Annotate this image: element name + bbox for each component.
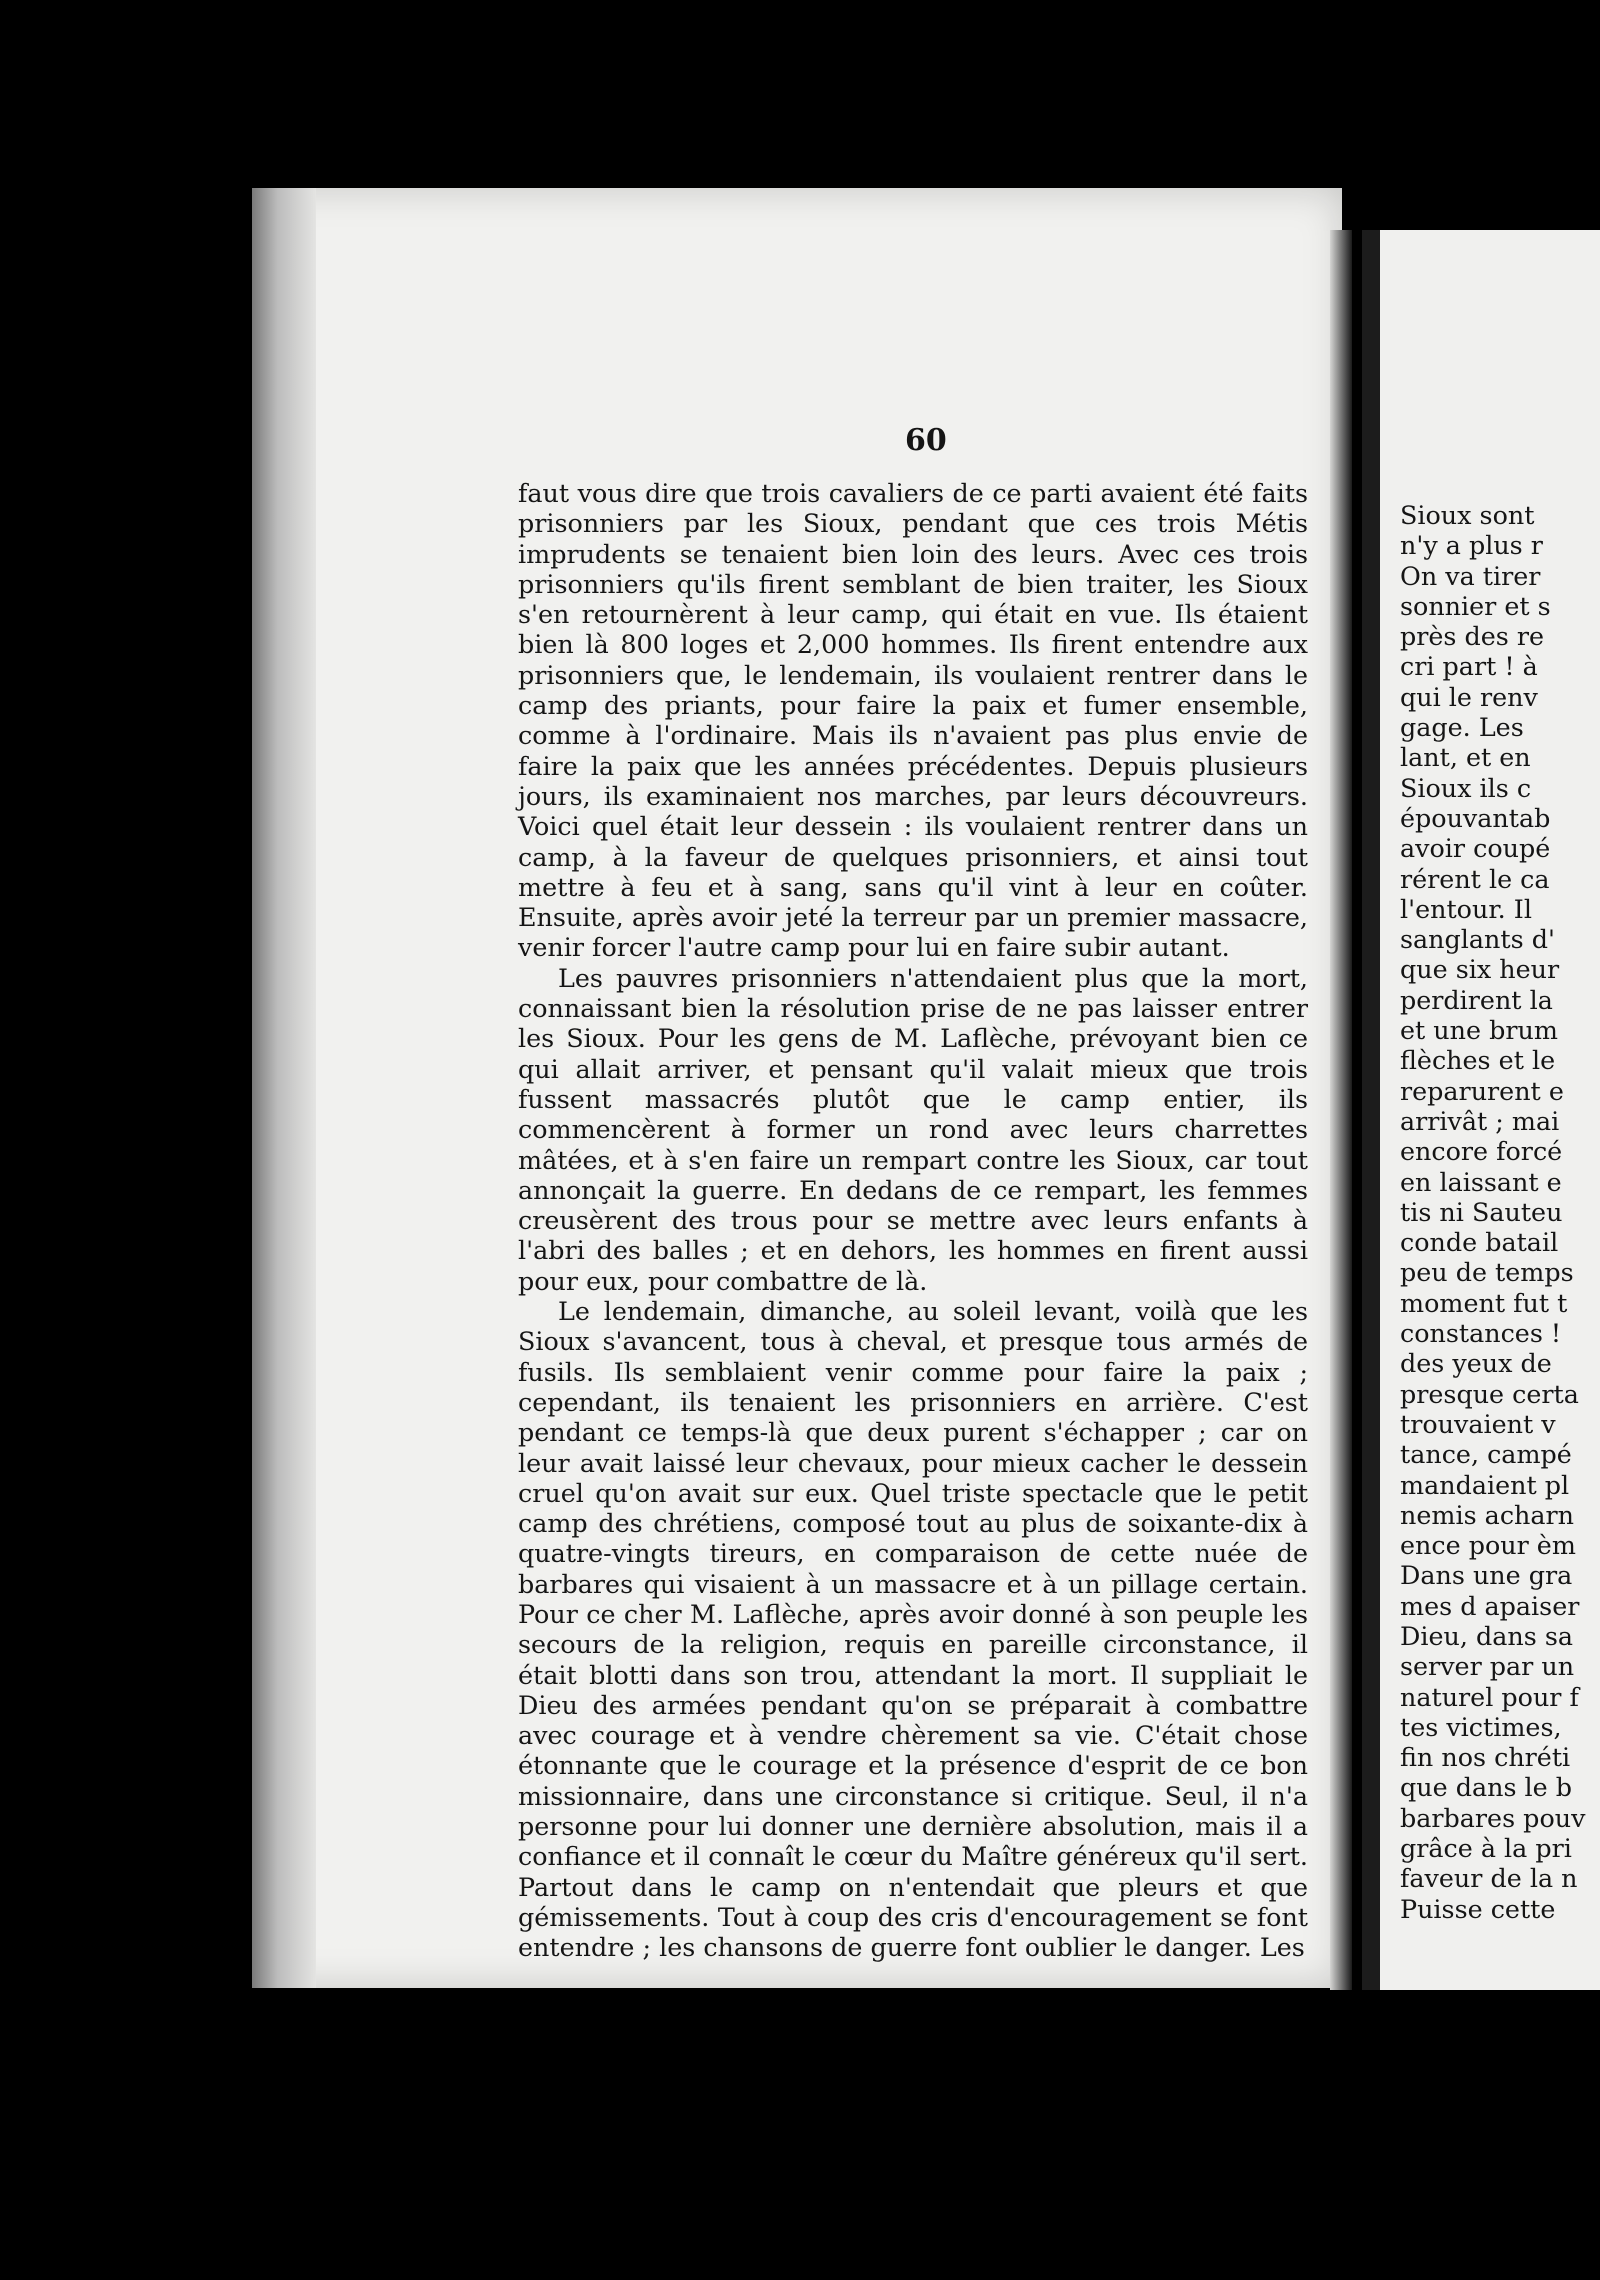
right-page-line: n'y a plus r [1400, 530, 1543, 561]
paragraph: faut vous dire que trois cavaliers de ce parti avaient été faits prisonniers par les Sioux, pendant que ces trois Métis imprudents se tenaient bien loin des leurs. Avec ces trois prisonniers qu'ils firent semblant de bien traiter, les Sioux s'en retournèrent à leur camp, qui était en vue. Ils étaient bien là 800 loges et 2,000 hommes. Ils firent entendre aux prisonniers que, le lendemain, ils voulaient rentrer dans le camp des priants, pour faire la paix et fumer ensemble, comme à l'ordinaire. Mais ils n'avaient pas plus envie de faire la paix que les années précédentes. Depuis plusieurs jours, ils examinaient nos marches, par leurs découvreurs. Voici quel était leur dessein : ils voulaient rentrer dans un camp, à la faveur de quelques prisonniers, et ainsi tout mettre à feu et à sang, sans qu'il vint à leur en coûter. Ensuite, après avoir jeté la terreur par un premier massacre, venir forcer l'autre camp pour lui en faire subir autant. [518, 478, 1308, 963]
right-page-line: lant, et en [1400, 742, 1531, 773]
right-page-line: en laissant e [1400, 1166, 1562, 1197]
right-page-line: perdirent la [1400, 984, 1553, 1015]
right-page-line: Dans une gra [1400, 1560, 1573, 1591]
right-page-line: sonnier et s [1400, 590, 1551, 621]
right-page-line: avoir coupé [1400, 833, 1551, 864]
right-page-edge [1362, 230, 1380, 1990]
right-page-line: naturel pour f [1400, 1681, 1579, 1712]
right-page-line: et une brum [1400, 1015, 1558, 1046]
right-page-line: constances ! [1400, 1318, 1562, 1349]
right-page-line: barbares pouv [1400, 1802, 1586, 1833]
right-page-line: Puisse cette [1400, 1893, 1556, 1924]
paragraph: Le lendemain, dimanche, au soleil levant, voilà que les Sioux s'avancent, tous à cheval, et presque tous armés de fusils. Ils semblaient venir comme pour faire la paix ; cependant, ils tenaient les prisonniers en arrière. C'est pendant ce temps-là que deux purent s'échapper ; car on leur avait laissé leur chevaux, pour mieux cacher le dessein cruel qu'on avait sur eux. Quel triste spectacle que le petit camp des chrétiens, composé tout au plus de soixante-dix à quatre-vingts tireurs, en comparaison de cette nuée de barbares qui visaient à un massacre et à un pillage certain. Pour ce cher M. Laflèche, après avoir donné à son peuple les secours de la religion, requis en pareille circonstance, il était blotti dans son trou, attendant la mort. Il suppliait le Dieu des armées pendant qu'on se préparait à combattre avec courage et à vendre chèrement sa vie. C'était chose étonnante que le courage et la présence d'esprit de ce bon missionnaire, dans une circonstance si critique. Seul, il n'a personne pour lui donner une dernière absolution, mais il a confiance et il connaît le cœur du Maître généreux qu'il sert. Partout dans le camp on n'entendait que pleurs et que gémissements. Tout à coup des cris d'encouragement se font entendre ; les chansons de guerre font oublier le danger. Les [518, 1296, 1308, 1963]
right-page-line: flèches et le [1400, 1045, 1556, 1076]
left-page-text [518, 478, 1308, 1963]
right-page-line: qui le renv [1400, 681, 1538, 712]
right-page-line: server par un [1400, 1651, 1575, 1682]
right-page-text [1400, 500, 1600, 1924]
right-page-line: que dans le b [1400, 1772, 1573, 1803]
right-page-line: trouvaient v [1400, 1408, 1556, 1439]
page-binding-shadow [252, 188, 316, 1988]
right-page-line: encore forcé [1400, 1136, 1563, 1167]
right-page-line: sanglants d' [1400, 924, 1555, 955]
right-page-line: gage. Les [1400, 712, 1524, 743]
right-page-line: ence pour èm [1400, 1530, 1576, 1561]
paragraph: Les pauvres prisonniers n'attendaient plus que la mort, connaissant bien la résolution prise de ne pas laisser entrer les Sioux. Pour les gens de M. Laflèche, prévoyant bien ce qui allait arriver, et pensant qu'il valait mieux que trois fussent massacrés plutôt que le camp entier, ils commencèrent à former un rond avec leurs charrettes mâtées, et à s'en faire un rempart contre les Sioux, car tout annonçait la guerre. En dedans de ce rempart, les femmes creusèrent des trous pour se mettre avec leurs enfants à l'abri des balles ; et en dehors, les hommes en firent aussi pour eux, pour combattre de là. [518, 962, 1308, 1296]
right-page-line: tes victimes, [1400, 1711, 1562, 1742]
right-page-line: On va tirer [1400, 560, 1541, 591]
right-page-line: épouvantab [1400, 802, 1551, 833]
right-page-line: tis ni Sauteu [1400, 1196, 1563, 1227]
right-page-line: mes d apaiser [1400, 1590, 1580, 1621]
right-page-line: arrivât ; mai [1400, 1105, 1560, 1136]
right-page-line: cri part ! à [1400, 651, 1538, 682]
right-page-line: reparurent e [1400, 1075, 1564, 1106]
right-page-line: moment fut t [1400, 1287, 1568, 1318]
right-page-line: l'entour. Il [1400, 893, 1532, 924]
right-page-line: Sioux ils c [1400, 772, 1532, 803]
right-page-line: rérent le ca [1400, 863, 1550, 894]
right-page-line: Sioux sont [1400, 500, 1535, 530]
right-page-line: nemis acharn [1400, 1499, 1575, 1530]
right-page-line: faveur de la n [1400, 1863, 1578, 1894]
right-page-line: Dieu, dans sa [1400, 1620, 1574, 1651]
right-page-line: grâce à la pri [1400, 1833, 1572, 1864]
page-number: 60 [905, 423, 947, 458]
right-page-line: peu de temps [1400, 1257, 1574, 1288]
right-page-line: que six heur [1400, 954, 1560, 985]
right-page-line: fin nos chréti [1400, 1742, 1571, 1773]
right-page-line: des yeux de [1400, 1348, 1552, 1379]
right-page-line: près des re [1400, 621, 1545, 652]
page-gutter [1330, 230, 1352, 1990]
right-page-line: presque certa [1400, 1378, 1579, 1409]
right-page-line: conde batail [1400, 1227, 1559, 1258]
right-page-line: mandaient pl [1400, 1469, 1570, 1500]
right-page-line: tance, campé [1400, 1439, 1572, 1470]
